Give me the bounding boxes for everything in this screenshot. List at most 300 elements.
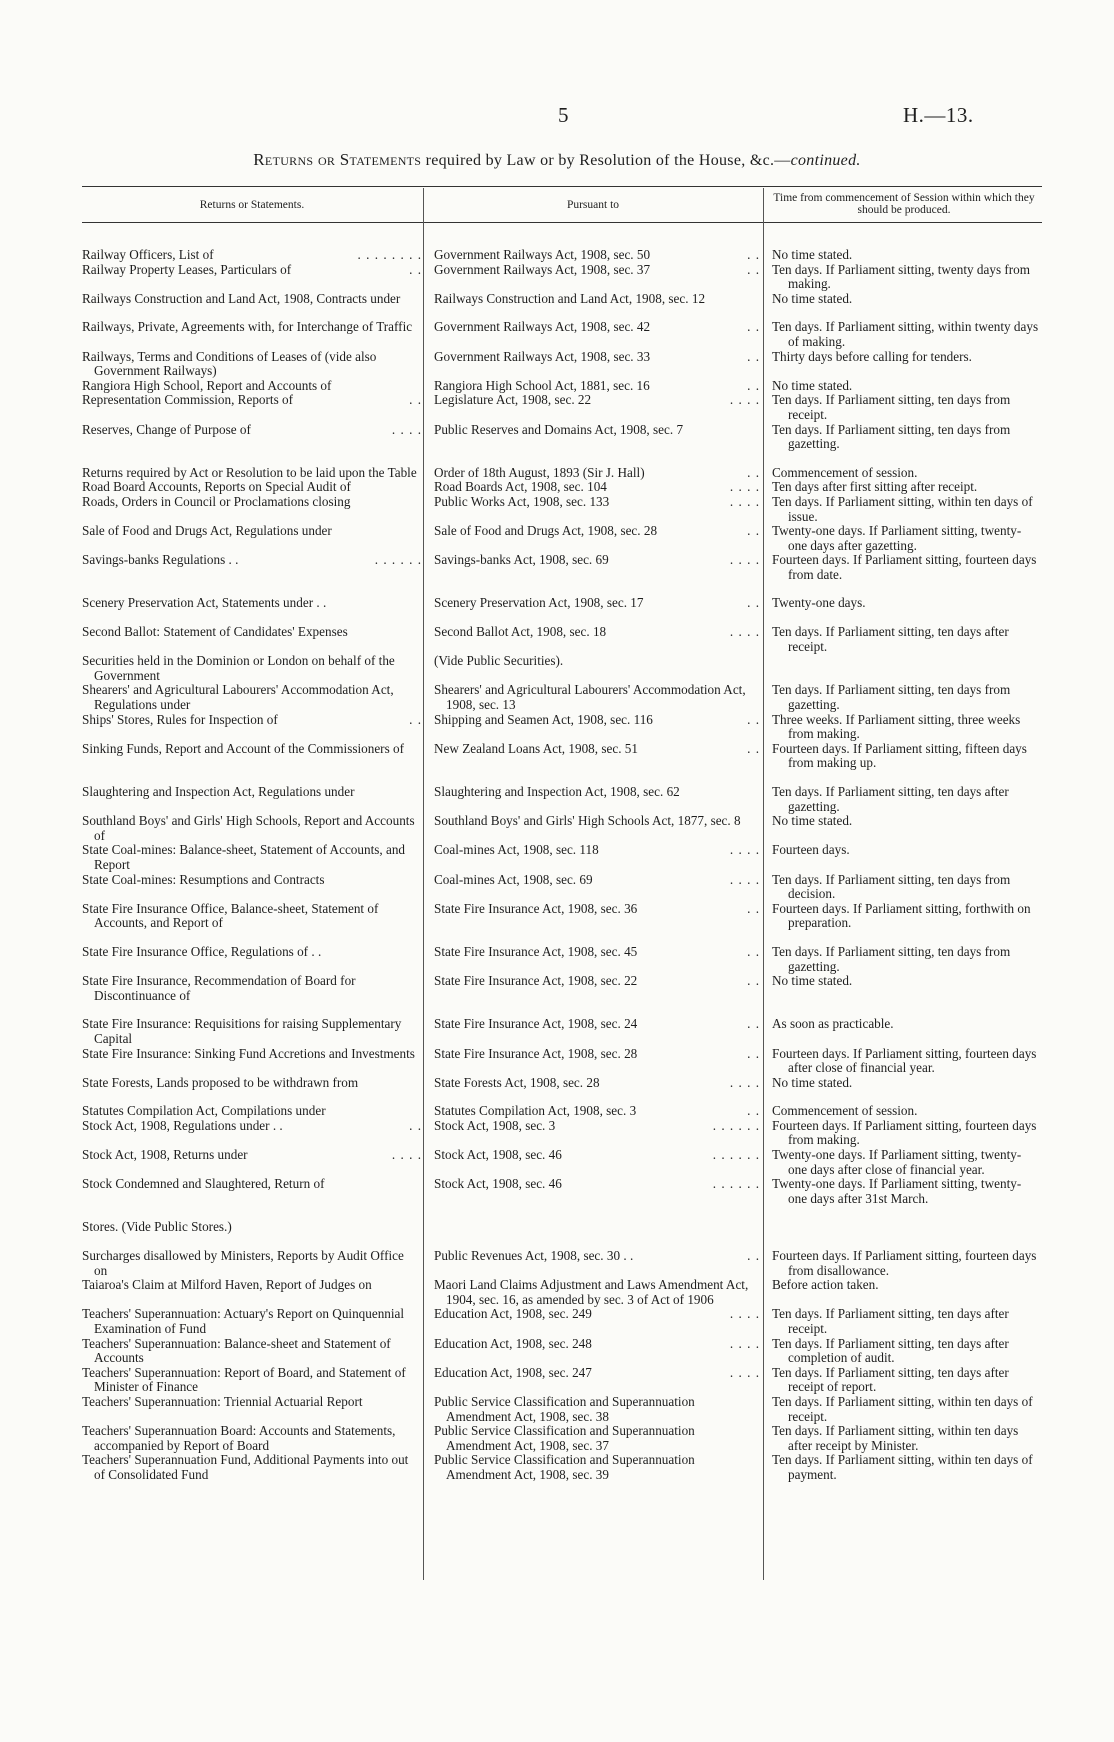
return-text: State Fire Insurance Office, Balance-sheet, Statement of Accounts, and Report of: [82, 900, 379, 931]
time-text: Ten days. If Parliament sitting, within twenty days of making.: [772, 319, 1039, 349]
cell-wrap: [82, 945, 424, 960]
table-row: [82, 1453, 1042, 1482]
pursuant-text: Government Railways Act, 1908, sec. 33: [434, 348, 651, 364]
cell-wrap: [762, 873, 1042, 902]
return-text: Railways Construction and Land Act, 1908, Contracts under: [82, 290, 401, 306]
time-text: Fourteen days. If Parliament sitting, forthwith on preparation.: [772, 900, 1031, 931]
time-cell: [762, 1177, 1042, 1220]
time-cell: [762, 945, 1042, 974]
cell-wrap: [424, 683, 762, 712]
table-row: [82, 974, 1042, 1017]
return-text: Teachers' Superannuation Fund, Additional Payments into out of Consolidated Fund: [82, 1452, 409, 1482]
return-text: Savings-banks Regulations . .: [82, 552, 239, 568]
cell-wrap: [424, 843, 762, 858]
table-row: [82, 292, 1042, 321]
pursuant-cell: [424, 785, 762, 814]
pursuant-cell: [424, 843, 762, 872]
leader-dots: . .: [747, 464, 760, 480]
time-text: Ten days after first sitting after receipt.: [772, 479, 978, 495]
cell-wrap: [762, 1366, 1042, 1395]
leader-dots: . .: [747, 247, 760, 262]
time-cell: [762, 553, 1042, 596]
table-row: [82, 654, 1042, 683]
cell-wrap: [82, 1047, 424, 1062]
pursuant-cell: [424, 1395, 762, 1424]
cell-wrap: [762, 1424, 1042, 1453]
pursuant-text: Education Act, 1908, sec. 249: [434, 1306, 592, 1322]
leader-dots: . . . .: [729, 392, 760, 408]
return-cell: [82, 1220, 424, 1249]
leader-dots: . .: [747, 900, 760, 916]
pursuant-cell: [424, 1047, 762, 1076]
pursuant-text: Second Ballot Act, 1908, sec. 18: [434, 624, 607, 640]
return-cell: [82, 1017, 424, 1046]
cell-wrap: [82, 625, 424, 640]
cell-wrap: [762, 785, 1042, 814]
cell-wrap: [424, 1047, 762, 1062]
cell-wrap: [82, 1177, 424, 1192]
return-text: Ships' Stores, Rules for Inspection of: [82, 711, 278, 727]
leader-dots: . .: [409, 1117, 422, 1133]
pursuant-text: Education Act, 1908, sec. 247: [434, 1364, 592, 1380]
pursuant-text: Public Reserves and Domains Act, 1908, sec. 7: [434, 421, 684, 437]
leader-dots: . .: [747, 348, 760, 364]
cell-wrap: [762, 480, 1042, 495]
leader-dots: . . . .: [729, 1074, 760, 1090]
pursuant-text: Coal-mines Act, 1908, sec. 69: [434, 871, 593, 887]
leader-dots: . .: [747, 261, 760, 277]
pursuant-text: Public Revenues Act, 1908, sec. 30 . .: [434, 1248, 634, 1264]
pursuant-text: Rangiora High School Act, 1881, sec. 16: [434, 377, 650, 393]
time-cell: [762, 1119, 1042, 1148]
leader-dots: . .: [747, 740, 760, 756]
table-row: [82, 1220, 1042, 1249]
return-cell: [82, 1307, 424, 1336]
cell-wrap: [424, 1278, 762, 1307]
return-cell: [82, 379, 424, 394]
pursuant-cell: [424, 654, 762, 683]
table-row: [82, 1337, 1042, 1366]
pursuant-text: State Fire Insurance Act, 1908, sec. 28: [434, 1045, 638, 1061]
time-text: As soon as practicable.: [772, 1016, 894, 1032]
cell-wrap: [762, 1148, 1042, 1177]
cell-wrap: [82, 1119, 424, 1134]
time-text: Ten days. If Parliament sitting, twenty days from making.: [772, 261, 1031, 292]
leader-dots: . . . .: [729, 493, 760, 509]
return-text: State Fire Insurance, Recommendation of Board for Discontinuance of: [82, 973, 356, 1003]
time-text: Twenty-one days. If Parliament sitting, twenty-one days after 31st March.: [772, 1176, 1022, 1206]
time-cell: [762, 1453, 1042, 1482]
pursuant-cell: [424, 1177, 762, 1220]
pursuant-cell: [424, 379, 762, 394]
table-row: [82, 495, 1042, 524]
leader-dots: . .: [747, 711, 760, 727]
cell-wrap: [424, 248, 762, 263]
return-cell: [82, 873, 424, 902]
cell-wrap: [82, 379, 424, 394]
pursuant-cell: [424, 1076, 762, 1105]
pursuant-text: State Fire Insurance Act, 1908, sec. 45: [434, 943, 638, 959]
return-text: Southland Boys' and Girls' High Schools, Report and Accounts of: [82, 813, 415, 843]
time-text: Ten days. If Parliament sitting, ten days after completion of audit.: [772, 1335, 1009, 1366]
pursuant-cell: [424, 480, 762, 495]
cell-wrap: [424, 625, 762, 640]
return-cell: [82, 1278, 424, 1307]
cell-wrap: [762, 1307, 1042, 1336]
time-cell: [762, 1337, 1042, 1366]
pursuant-cell: [424, 1453, 762, 1482]
pursuant-text: Government Railways Act, 1908, sec. 37: [434, 261, 651, 277]
table-row: [82, 1047, 1042, 1076]
return-cell: [82, 683, 424, 712]
return-text: Teachers' Superannuation: Report of Board, and Statement of Minister of Finance: [82, 1364, 406, 1395]
pursuant-text: Sale of Food and Drugs Act, 1908, sec. 28: [434, 523, 658, 539]
return-text: Railways, Private, Agreements with, for Interchange of Traffic: [82, 319, 413, 335]
time-text: Twenty-one days. If Parliament sitting, twenty-one days after close of financial year.: [772, 1147, 1022, 1177]
time-cell: [762, 785, 1042, 814]
time-text: Twenty-one days.: [772, 595, 866, 611]
page-number: 5: [558, 103, 569, 127]
cell-wrap: [424, 1177, 762, 1192]
cell-wrap: [82, 524, 424, 539]
leader-dots: . .: [409, 711, 422, 727]
pursuant-cell: [424, 1249, 762, 1278]
pursuant-text: Southland Boys' and Girls' High Schools Act, 1877, sec. 8: [434, 813, 741, 829]
table-row: [82, 480, 1042, 495]
cell-wrap: [82, 596, 424, 611]
time-cell: [762, 292, 1042, 321]
return-text: Slaughtering and Inspection Act, Regulations under: [82, 784, 355, 799]
pursuant-cell: [424, 350, 762, 379]
table-row: [82, 785, 1042, 814]
cell-wrap: [82, 785, 424, 800]
return-cell: [82, 1148, 424, 1177]
time-text: Fourteen days. If Parliament sitting, fourteen days after close of financial year.: [772, 1045, 1037, 1076]
cell-wrap: [424, 393, 762, 408]
time-text: Ten days. If Parliament sitting, within ten days of issue.: [772, 493, 1033, 524]
cell-wrap: [82, 1395, 424, 1410]
cell-wrap: [82, 1307, 424, 1336]
leader-dots: . . . .: [729, 479, 760, 495]
return-text: Returns required by Act or Resolution to be laid upon the Table: [82, 464, 417, 480]
column-header-returns: Returns or Statements.: [199, 199, 305, 211]
returns-table-body: [82, 248, 1042, 1483]
leader-dots: . . . . . . . .: [357, 247, 422, 262]
cell-wrap: [762, 1177, 1042, 1206]
pursuant-text: State Fire Insurance Act, 1908, sec. 22: [434, 973, 638, 989]
pursuant-cell: [424, 495, 762, 524]
pursuant-cell: [424, 1366, 762, 1395]
table-row: [82, 596, 1042, 625]
table-row: [82, 466, 1042, 481]
cell-wrap: [762, 1104, 1042, 1119]
return-cell: [82, 843, 424, 872]
time-cell: [762, 423, 1042, 466]
cell-wrap: [82, 480, 424, 495]
cell-wrap: [424, 1017, 762, 1032]
table-row: [82, 524, 1042, 553]
pursuant-text: Legislature Act, 1908, sec. 22: [434, 392, 592, 408]
cell-wrap: [82, 495, 424, 510]
leader-dots: . . . .: [391, 421, 422, 437]
return-text: Scenery Preservation Act, Statements under . .: [82, 595, 327, 611]
pursuant-text: New Zealand Loans Act, 1908, sec. 51: [434, 740, 638, 756]
time-cell: [762, 1017, 1042, 1046]
time-text: Before action taken.: [772, 1277, 879, 1293]
leader-dots: . . . . . .: [712, 1147, 760, 1163]
table-row: [82, 814, 1042, 843]
cell-wrap: [424, 480, 762, 495]
time-cell: [762, 1249, 1042, 1278]
document-reference: H.—13.: [903, 103, 974, 127]
cell-wrap: [762, 320, 1042, 349]
return-text: Representation Commission, Reports of: [82, 392, 293, 408]
return-cell: [82, 466, 424, 481]
return-cell: [82, 1076, 424, 1105]
pursuant-cell: [424, 423, 762, 466]
cell-wrap: [424, 785, 762, 800]
cell-wrap: [762, 843, 1042, 858]
cell-wrap: [762, 1337, 1042, 1366]
return-cell: [82, 742, 424, 785]
cell-wrap: [424, 596, 762, 611]
table-row: [82, 1366, 1042, 1395]
pursuant-text: Stock Act, 1908, sec. 46: [434, 1176, 562, 1192]
cell-wrap: [82, 393, 424, 408]
cell-wrap: [762, 713, 1042, 742]
table-row: [82, 393, 1042, 422]
pursuant-text: Government Railways Act, 1908, sec. 42: [434, 319, 651, 335]
cell-wrap: [82, 1424, 424, 1453]
pursuant-text: (Vide Public Securities).: [434, 653, 564, 669]
column-header-time: Time from commencement of Session within which they should be produced.: [773, 192, 1035, 216]
leader-dots: . . . .: [729, 1364, 760, 1380]
return-text: Road Board Accounts, Reports on Special Audit of: [82, 479, 351, 495]
cell-wrap: [82, 320, 424, 335]
return-cell: [82, 1104, 424, 1119]
return-text: Railway Officers, List of: [82, 247, 214, 262]
table-row: [82, 1424, 1042, 1453]
return-text: Statutes Compilation Act, Compilations under: [82, 1103, 326, 1119]
cell-wrap: [762, 902, 1042, 931]
return-text: Stock Condemned and Slaughtered, Return of: [82, 1176, 325, 1192]
return-cell: [82, 393, 424, 422]
cell-wrap: [424, 713, 762, 728]
return-text: Stock Act, 1908, Regulations under . .: [82, 1117, 283, 1133]
leader-dots: . . . .: [729, 871, 760, 887]
cell-wrap: [762, 350, 1042, 365]
time-text: Commencement of session.: [772, 1103, 918, 1119]
cell-wrap: [762, 974, 1042, 989]
pursuant-cell: [424, 713, 762, 742]
cell-wrap: [424, 1119, 762, 1134]
cell-wrap: [82, 1249, 424, 1278]
return-cell: [82, 945, 424, 974]
time-text: No time stated.: [772, 813, 853, 829]
cell-wrap: [82, 1104, 424, 1119]
cell-wrap: [82, 683, 424, 712]
pursuant-cell: [424, 1307, 762, 1336]
time-text: No time stated.: [772, 290, 853, 306]
return-cell: [82, 654, 424, 683]
cell-wrap: [82, 292, 424, 307]
return-text: State Fire Insurance: Requisitions for raising Supplementary Capital: [82, 1016, 402, 1046]
return-text: Surcharges disallowed by Ministers, Reports by Audit Office on: [82, 1248, 404, 1278]
time-cell: [762, 1104, 1042, 1119]
table-row: [82, 263, 1042, 292]
time-cell: [762, 393, 1042, 422]
cell-wrap: [424, 1453, 762, 1482]
cell-wrap: [762, 1453, 1042, 1482]
return-text: State Fire Insurance: Sinking Fund Accretions and Investments: [82, 1045, 415, 1061]
return-cell: [82, 423, 424, 466]
leader-dots: . .: [409, 392, 422, 408]
return-text: State Forests, Lands proposed to be withdrawn from: [82, 1074, 359, 1090]
return-cell: [82, 1366, 424, 1395]
return-text: Teachers' Superannuation: Triennial Actuarial Report: [82, 1393, 363, 1409]
return-text: Teachers' Superannuation: Balance-sheet and Statement of Accounts: [82, 1335, 391, 1366]
time-text: Ten days. If Parliament sitting, ten days after gazetting.: [772, 784, 1009, 814]
pursuant-cell: [424, 683, 762, 712]
pursuant-cell: [424, 320, 762, 349]
pursuant-text: State Fire Insurance Act, 1908, sec. 24: [434, 1016, 638, 1032]
cell-wrap: [424, 974, 762, 989]
pursuant-text: Stock Act, 1908, sec. 46: [434, 1147, 562, 1163]
pursuant-cell: [424, 945, 762, 974]
cell-wrap: [762, 1047, 1042, 1076]
return-text: Sinking Funds, Report and Account of the Commissioners of: [82, 740, 404, 756]
leader-dots: . . . .: [729, 1335, 760, 1351]
cell-wrap: [424, 742, 762, 757]
cell-wrap: [82, 1366, 424, 1395]
table-row: [82, 1076, 1042, 1105]
return-cell: [82, 1177, 424, 1220]
time-text: No time stated.: [772, 1074, 853, 1090]
heading-returns: Returns or Statements: [253, 150, 422, 169]
pursuant-text: Shearers' and Agricultural Labourers' Accommodation Act, 1908, sec. 13: [434, 682, 746, 713]
pursuant-cell: [424, 596, 762, 625]
return-text: Roads, Orders in Council or Proclamations closing: [82, 493, 351, 509]
pursuant-cell: [424, 1104, 762, 1119]
cell-wrap: [424, 1424, 762, 1453]
return-cell: [82, 713, 424, 742]
return-cell: [82, 320, 424, 349]
cell-wrap: [424, 945, 762, 960]
return-text: Teachers' Superannuation: Actuary's Report on Quinquennial Examination of Fund: [82, 1306, 405, 1336]
return-cell: [82, 263, 424, 292]
time-text: Ten days. If Parliament sitting, ten days from gazetting.: [772, 421, 1011, 452]
time-text: Ten days. If Parliament sitting, ten days from gazetting.: [772, 943, 1011, 974]
return-text: Taiaroa's Claim at Milford Haven, Report of Judges on: [82, 1277, 372, 1293]
return-text: State Coal-mines: Balance-sheet, Statement of Accounts, and Report: [82, 842, 406, 872]
pursuant-text: Slaughtering and Inspection Act, 1908, sec. 62: [434, 784, 680, 799]
leader-dots: . .: [747, 973, 760, 989]
time-cell: [762, 843, 1042, 872]
cell-wrap: [82, 1220, 424, 1235]
time-text: No time stated.: [772, 973, 853, 989]
time-cell: [762, 524, 1042, 553]
leader-dots: . .: [747, 1248, 760, 1264]
leader-dots: . . . .: [729, 624, 760, 640]
cell-wrap: [762, 524, 1042, 553]
time-text: Ten days. If Parliament sitting, within ten days of receipt.: [772, 1393, 1033, 1424]
time-cell: [762, 1220, 1042, 1249]
time-text: No time stated.: [772, 377, 853, 393]
time-cell: [762, 1366, 1042, 1395]
pursuant-cell: [424, 1424, 762, 1453]
time-text: Ten days. If Parliament sitting, ten days from receipt.: [772, 392, 1011, 422]
time-cell: [762, 263, 1042, 292]
cell-wrap: [82, 1017, 424, 1046]
leader-dots: . . . . . .: [712, 1176, 760, 1192]
table-row: [82, 1119, 1042, 1148]
table-row: [82, 1278, 1042, 1307]
cell-wrap: [762, 495, 1042, 524]
column-header-pursuant: Pursuant to: [566, 199, 620, 211]
time-text: Fourteen days. If Parliament sitting, fourteen days from disallowance.: [772, 1248, 1037, 1278]
return-cell: [82, 553, 424, 596]
time-cell: [762, 713, 1042, 742]
pursuant-text: Coal-mines Act, 1908, sec. 118: [434, 842, 599, 858]
cell-wrap: [762, 814, 1042, 829]
cell-wrap: [762, 625, 1042, 654]
pursuant-text: State Fire Insurance Act, 1908, sec. 36: [434, 900, 638, 916]
cell-wrap: [424, 466, 762, 481]
return-text: Rangiora High School, Report and Accounts of: [82, 377, 332, 393]
leader-dots: . .: [409, 261, 422, 277]
cell-wrap: [762, 466, 1042, 481]
return-cell: [82, 1453, 424, 1482]
cell-wrap: [82, 742, 424, 757]
pursuant-cell: [424, 1220, 762, 1249]
pursuant-cell: [424, 625, 762, 654]
time-cell: [762, 466, 1042, 481]
cell-wrap: [762, 596, 1042, 611]
cell-wrap: [424, 814, 762, 829]
return-cell: [82, 596, 424, 625]
pursuant-text: Railways Construction and Land Act, 1908, sec. 12: [434, 290, 706, 306]
pursuant-cell: [424, 873, 762, 902]
table-row: [82, 843, 1042, 872]
leader-dots: . . . .: [391, 1147, 422, 1163]
cell-wrap: [762, 263, 1042, 292]
cell-wrap: [424, 1366, 762, 1381]
return-cell: [82, 1047, 424, 1076]
table-row: [82, 742, 1042, 785]
time-cell: [762, 350, 1042, 379]
pursuant-cell: [424, 393, 762, 422]
time-cell: [762, 1148, 1042, 1177]
pursuant-cell: [424, 902, 762, 945]
return-text: State Coal-mines: Resumptions and Contracts: [82, 871, 325, 887]
time-cell: [762, 873, 1042, 902]
cell-wrap: [82, 350, 424, 379]
pursuant-text: Stock Act, 1908, sec. 3: [434, 1117, 556, 1133]
time-cell: [762, 379, 1042, 394]
time-text: Fourteen days. If Parliament sitting, fourteen days from date.: [772, 552, 1037, 582]
pursuant-cell: [424, 263, 762, 292]
return-text: Railway Property Leases, Particulars of: [82, 261, 292, 277]
time-text: Ten days. If Parliament sitting, ten days after receipt.: [772, 1306, 1009, 1336]
time-text: Ten days. If Parliament sitting, ten days after receipt of report.: [772, 1364, 1009, 1395]
time-text: Twenty-one days. If Parliament sitting, twenty-one days after gazetting.: [772, 523, 1022, 553]
time-text: Commencement of session.: [772, 464, 918, 480]
cell-wrap: [762, 248, 1042, 263]
return-cell: [82, 625, 424, 654]
return-cell: [82, 814, 424, 843]
time-cell: [762, 742, 1042, 785]
pursuant-cell: [424, 1148, 762, 1177]
